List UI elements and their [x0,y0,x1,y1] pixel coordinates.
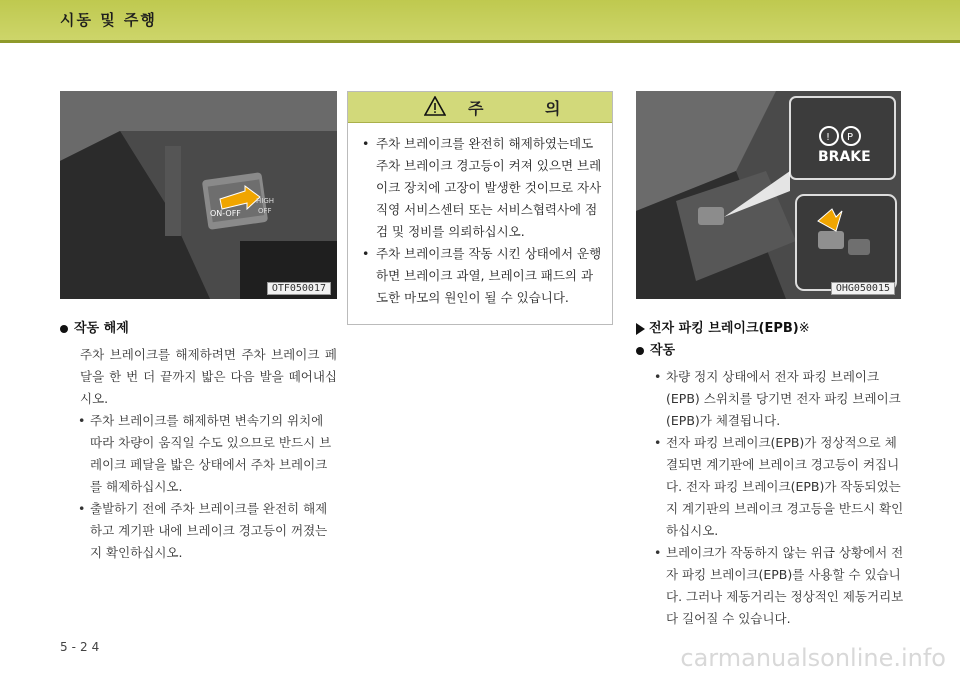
caution-box [347,91,613,325]
photo-code: OTF050017 [267,282,331,295]
caution-header [348,92,612,123]
release-section [60,318,337,564]
photo-code: OHG050015 [831,282,895,295]
bullet-dot [636,347,644,355]
triangle-marker-icon [636,323,645,335]
release-heading: 작동 해제 [74,321,129,336]
epb-item: • 브레이크가 작동하지 않는 위급 상황에서 전자 파킹 브레이크(EPB)를 사용할 수 있습니다. 그러나 제동거리는 정상적인 제동거리보다 길어질 수 있습니다. [636,542,904,630]
switch-label-off: OFF [258,207,272,215]
brake-label: BRAKE [818,149,871,165]
epb-title: 전자 파킹 브레이크(EPB) [649,321,799,336]
header-rule [0,40,960,43]
caution-item: • 주차 브레이크를 완전히 해제하였는데도 주차 브레이크 경고등이 켜져 있으면 브레이크 장치에 고장이 발생한 것이므로 자사 직영 서비스센터 또는 서비스협력사에 점검 및 정비를 의뢰하십시오. [362,133,602,243]
release-paragraph: 주차 브레이크를 해제하려면 주차 브레이크 페달을 한 번 더 끝까지 밟은 다음 발을 떼어내십시오. [80,347,337,406]
svg-text:P: P [847,132,854,143]
epb-switch-photo [636,91,901,299]
release-item: • 주차 브레이크를 해제하면 변속기의 위치에 따라 차량이 움직일 수도 있으므로 반드시 브레이크 페달을 밟은 상태에서 주차 브레이크를 해제하십시오. [60,410,337,498]
epb-heading: 작동 [650,343,676,358]
parking-pedal-photo [60,91,337,299]
svg-text:!: ! [826,132,831,143]
epb-item: • 차량 정지 상태에서 전자 파킹 브레이크 (EPB) 스위치를 당기면 전자 파킹 브레이크 (EPB)가 체결됩니다. [636,366,904,432]
switch-label-on-off: ON-OFF [210,209,241,218]
header-title: 시동 및 주행 [60,11,157,29]
epb-illustration [636,91,901,299]
epb-title-mark: ※ [798,321,810,336]
release-item: • 출발하기 전에 주차 브레이크를 완전히 해제하고 계기판 내에 브레이크 경고등이 꺼졌는지 확인하십시오. [60,498,337,564]
caution-item: • 주차 브레이크를 작동 시킨 상태에서 운행하면 브레이크 과열, 브레이크 패드의 과도한 마모의 원인이 될 수 있습니다. [362,243,602,309]
epb-item: • 전자 파킹 브레이크(EPB)가 정상적으로 체결되면 계기판에 브레이크 경고등이 켜집니다. 전자 파킹 브레이크(EPB)가 작동되었는지 계기판의 브레이크 경고등을 반드시 확인하십시오. [636,432,904,542]
epb-section [636,318,904,630]
warning-icon [424,96,446,116]
switch-label-high: HIGH [256,197,275,205]
caution-title: 주 의 [468,99,589,118]
bullet-dot [60,325,68,333]
parking-pedal-illustration [60,91,337,299]
watermark: carmanualsonline.info [680,644,946,672]
page-number: 5-24 [60,640,104,654]
page-header [0,0,960,40]
